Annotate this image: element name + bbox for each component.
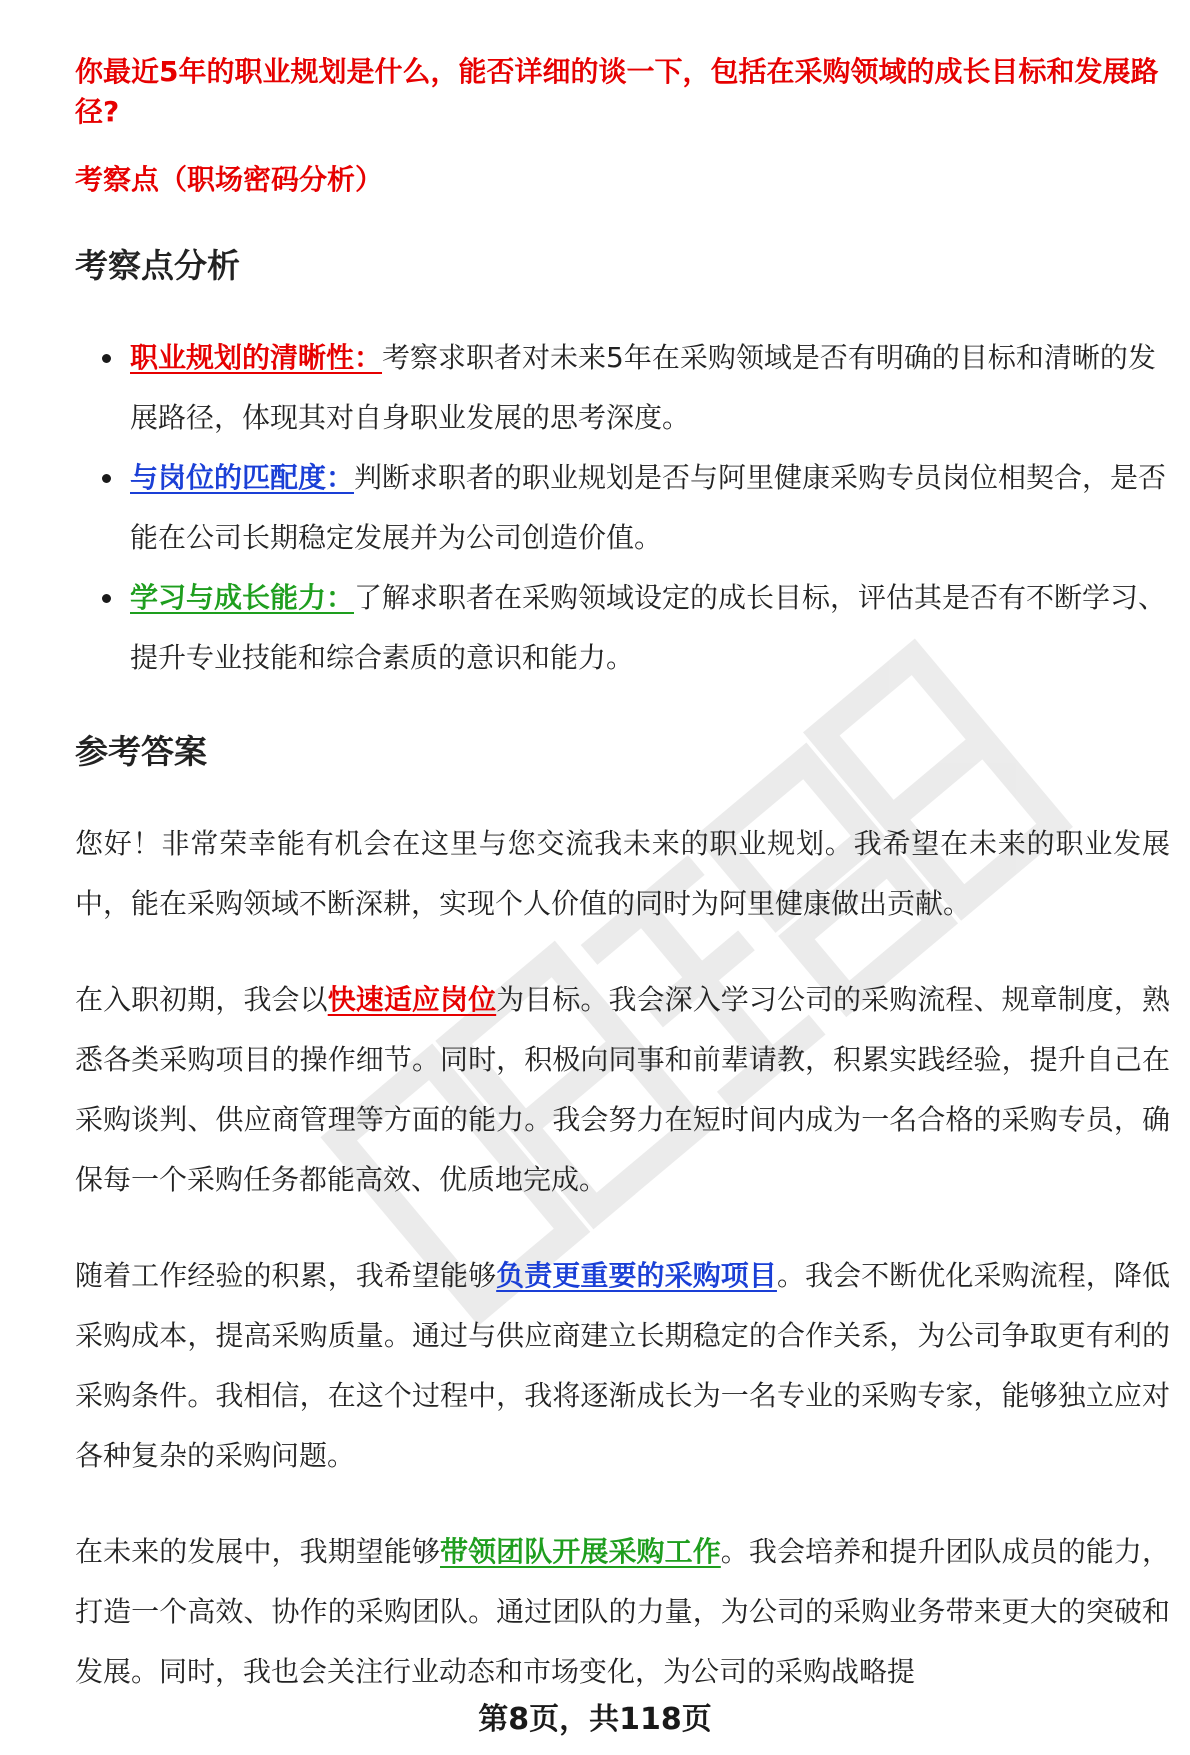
answer-paragraph-4 xyxy=(75,1522,1170,1702)
highlight-projects: 负责更重要的采购项目 xyxy=(496,1259,777,1292)
analysis-points-list xyxy=(75,328,1170,688)
bullet-icon xyxy=(102,354,111,363)
paragraph-text: 。我会培养和提升团队成员的能力，打造一个高效、协作的采购团队。通过团队的力量，为公司的采购业务带来更大的突破和发展。同时，我也会关注行业动态和市场变化，为公司的采购战略提 xyxy=(75,1535,1170,1688)
subtitle: 考察点（职场密码分析） xyxy=(75,163,384,196)
answer-heading: 参考答案 xyxy=(75,732,207,771)
paragraph-text: 在入职初期，我会以 xyxy=(75,983,328,1016)
paragraph-text: 。我会不断优化采购流程，降低采购成本，提高采购质量。通过与供应商建立长期稳定的合作关系，为公司争取更有利的采购条件。我相信，在这个过程中，我将逐渐成长为一名专业的采购专家，能够独立应对各种复杂的采购问题。 xyxy=(75,1259,1170,1472)
point-label-clarity: 职业规划的清晰性： xyxy=(130,341,383,374)
bullet-icon xyxy=(102,594,111,603)
answer-paragraph-1: 您好！非常荣幸能有机会在这里与您交流我未来的职业规划。我希望在未来的职业发展中，能在采购领域不断深耕，实现个人价值的同时为阿里健康做出贡献。 xyxy=(75,827,1170,920)
highlight-adapt: 快速适应岗位 xyxy=(327,983,497,1016)
bullet-icon xyxy=(102,474,111,483)
paragraph-text: 随着工作经验的积累，我希望能够 xyxy=(75,1259,497,1292)
point-text-fit: 判断求职者的职业规划是否与阿里健康采购专员岗位相契合，是否能在公司长期稳定发展并为公司创造价值。 xyxy=(130,461,1167,554)
list-item xyxy=(130,448,1170,568)
document-page xyxy=(75,52,1170,1702)
analysis-heading: 考察点分析 xyxy=(75,246,240,285)
paragraph-text: 在未来的发展中，我期望能够 xyxy=(75,1535,441,1568)
point-text-clarity: 考察求职者对未来5年在采购领域是否有明确的目标和清晰的发展路径，体现其对自身职业发展的思考深度。 xyxy=(130,341,1156,434)
paragraph-text: 为目标。我会深入学习公司的采购流程、规章制度，熟悉各类采购项目的操作细节。同时，积极向同事和前辈请教，积累实践经验，提升自己在采购谈判、供应商管理等方面的能力。我会努力在短时间内成为一名合格的采购专员，确保每一个采购任务都能高效、优质地完成。 xyxy=(75,983,1170,1196)
point-label-growth: 学习与成长能力： xyxy=(130,581,355,614)
highlight-team: 带领团队开展采购工作 xyxy=(440,1535,721,1568)
page-number: 第8页，共118页 xyxy=(478,1702,712,1737)
list-item xyxy=(130,328,1170,448)
point-label-fit: 与岗位的匹配度： xyxy=(130,461,355,494)
point-text-growth: 了解求职者在采购领域设定的成长目标，评估其是否有不断学习、提升专业技能和综合素质的意识和能力。 xyxy=(130,581,1167,674)
question-title: 你最近5年的职业规划是什么，能否详细的谈一下，包括在采购领域的成长目标和发展路径? xyxy=(75,55,1159,128)
answer-paragraph-2 xyxy=(75,970,1170,1210)
list-item xyxy=(130,568,1170,688)
answer-paragraph-3 xyxy=(75,1246,1170,1486)
